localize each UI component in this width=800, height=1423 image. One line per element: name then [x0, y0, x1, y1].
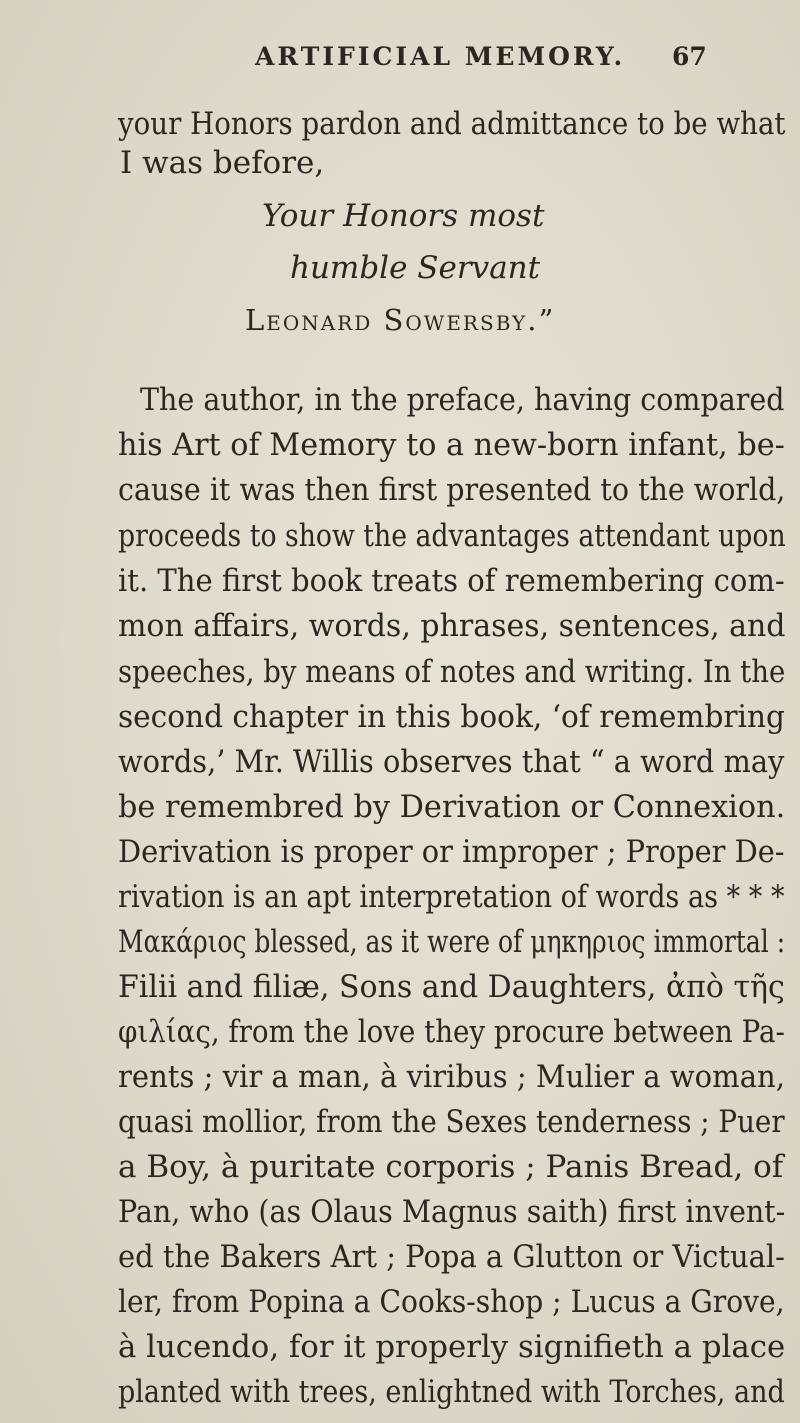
paragraph-line: The author, in the preface, having compared: [140, 382, 785, 418]
letter-closing: Your Honors most: [262, 198, 545, 234]
paragraph-line: words,’ Mr. Willis observes that “ a word may: [118, 744, 785, 780]
paragraph-line: quasi mollior, from the Sexes tenderness ; Puer: [118, 1104, 785, 1140]
letter-signature: Leonard Sowersby.”: [245, 303, 556, 337]
letter-line: I was before,: [120, 145, 325, 181]
paragraph-line: à lucendo, for it properly signifieth a place: [118, 1329, 786, 1365]
letter-closing: humble Servant: [290, 250, 541, 286]
paragraph-line: planted with trees, enlightned with Torches, and: [118, 1374, 785, 1410]
paragraph-line: Filii and filiæ, Sons and Daughters, ἀπὸ τῆς: [118, 969, 785, 1005]
paragraph-line: it. The first book treats of remembering com-: [118, 563, 785, 599]
paragraph-line: mon affairs, words, phrases, sentences, and: [118, 608, 786, 644]
paragraph-line: ler, from Popina a Cooks-shop ; Lucus a Grove,: [118, 1284, 785, 1320]
paragraph-line: proceeds to show the advantages attendant upon: [118, 518, 786, 554]
running-title: ARTIFICIAL MEMORY.: [255, 42, 626, 71]
paragraph-line: his Art of Memory to a new-born infant, be-: [118, 427, 785, 463]
paragraph-line: rivation is an apt interpretation of words as * * *: [118, 879, 785, 915]
paragraph-line: second chapter in this book, ‘of remembring: [118, 699, 785, 735]
paragraph-line: be remembred by Derivation or Connexion.: [118, 789, 786, 825]
page-header: [0, 42, 800, 82]
paragraph-line: cause it was then first presented to the world,: [118, 472, 786, 508]
paragraph-line: Μακάριος blessed, as it were of μηκηριος immortal :: [118, 924, 786, 960]
paragraph-line: rents ; vir a man, à viribus ; Mulier a woman,: [118, 1059, 785, 1095]
page-number: 67: [672, 42, 707, 71]
paragraph-line: a Boy, à puritate corporis ; Panis Bread, of: [118, 1149, 784, 1185]
paragraph-line: speeches, by means of notes and writing. In the: [118, 654, 786, 690]
paragraph-line: Pan, who (as Olaus Magnus saith) first invent-: [118, 1194, 786, 1230]
paragraph-line: Derivation is proper or improper ; Proper De-: [118, 834, 785, 870]
paragraph-line: φιλίας, from the love they procure between Pa-: [118, 1014, 785, 1050]
letter-line: your Honors pardon and admittance to be what: [118, 106, 786, 142]
paragraph-line: ed the Bakers Art ; Popa a Glutton or Victual-: [118, 1239, 785, 1275]
